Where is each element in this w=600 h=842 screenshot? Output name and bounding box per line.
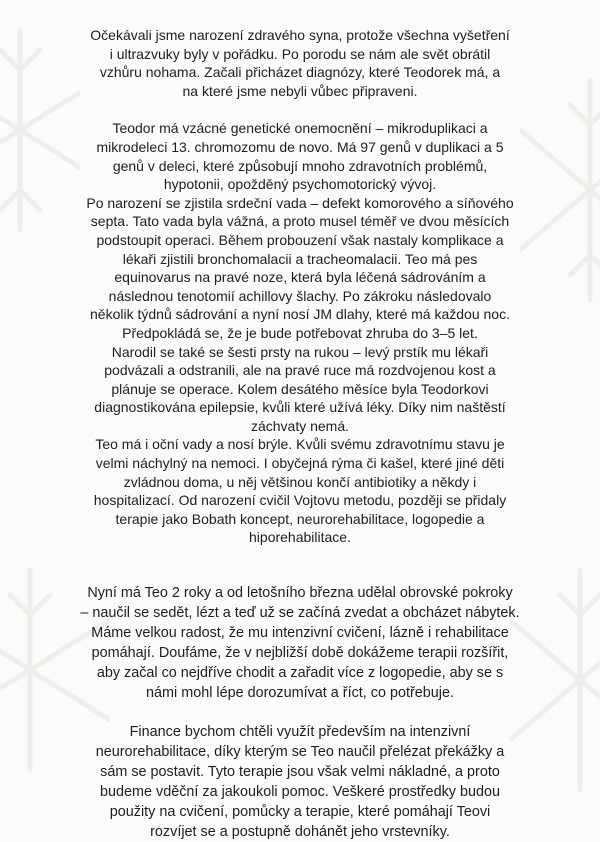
text-line: Očekávali jsme narození zdravého syna, protože všechna vyšetření [90,27,510,43]
text-line: Teo má i oční vady a nosí brýle. Kvůli svému zdravotnímu stavu je [95,436,505,453]
text-line: Máme velkou radost, že mu intenzivní cvičení, lázně i rehabilitace [91,625,509,642]
text-line: Předpokládá se, že je bude potřebovat zhruba do 3–5 let. [122,324,478,341]
text-line: hospitalizací. Od narození cvičil Vojtovu metodu, později se přidaly [93,492,507,509]
text-line: rozvíjet se a postupně dohánět jeho vrstevníky. [150,824,450,841]
text-line: velmi náchylný na nemoci. I obyčejná rýma či kašel, které jiné děti [95,455,505,472]
text-line: plánuje se operace. Kolem desátého měsíce byla Teodorkovi [111,380,489,397]
text-line: Narodil se také se šesti prsty na rukou – levý prstík mu lékaři [111,343,489,360]
text-line: hypotonii, opožděný psychomotorický vývoj. [163,176,437,193]
text-line: – naučil se sedět, lézt a teď už se začíná zvedat a obcházet nábytek. [80,605,520,622]
text-line: použity na cvičení, pomůcky a terapie, které pomáhají Teovi [109,804,491,821]
text-line: i ultrazvuky byly v pořádku. Po porodu se nám ale svět obrátil [109,45,491,62]
text-line: terapie jako Bobath koncept, neurorehabilitace, logopedie a [115,510,485,527]
text-line: Nyní má Teo 2 roky a od letošního března udělal obrovské pokroky [87,585,513,602]
text-line: genů v deleci, které způsobují mnoho zdravotních problémů, [112,157,488,174]
text-line: pomáhají. Doufáme, že v nejbližší době dokážeme terapii rozšířit, [91,645,509,662]
text-line: několik týdnů sádrování a nyní nosí JM dlahy, které má každou noc. [90,306,510,323]
text-line: mikrodeleci 13. chromozomu de novo. Má 97 genů v duplikaci a 5 [96,138,504,155]
text-line: podstoupit operaci. Během probouzení však nastaly komplikace a [96,231,504,248]
text-line: Po narození se zjistila srdeční vada – defekt komorového a síňového [86,194,514,211]
text-line: equinovarus na pravé noze, která byla léčená sádrováním a [114,269,486,286]
text-line: budeme vděční za jakoukoli pomoc. Veškeré prostředky budou [100,784,500,801]
text-line: podvázali a odstranili, ale na pravé ruce má rozdvojenou kost a [104,362,496,379]
paragraph-finance [30,722,570,842]
text-line: hiporehabilitace. [249,529,351,546]
text-line: Finance bychom chtěli využít především na intenzivní [129,724,471,741]
text-line: vzhůru nohama. Začali přicházet diagnózy, které Teodorek má, a [99,64,501,81]
text-line: Teodor má vzácné genetické onemocnění – mikroduplikaci a [112,120,488,137]
paragraph-diagnosis [30,119,570,547]
text-line: sám se postavit. Tyto terapie jsou však velmi nákladné, a proto [100,764,500,781]
paragraph-progress [30,583,570,703]
text-line: neurorehabilitace, díky kterým se Teo naučil přelézat překážky a [95,744,505,761]
text-line: na které jsme nebyli vůbec připraveni. [182,82,418,99]
text-line: diagnostikována epilepsie, kvůli které užívá léky. Díky nim naštěstí [94,399,506,416]
text-line: následnou tenotomií achillovy šlachy. Po zákroku následovalo [108,287,492,304]
text-line: aby začal co nejdříve chodit a zařadit více z logopedie, aby se s [96,665,504,682]
text-line: septa. Tato vada byla vážná, a proto musel téměř ve dvou měsících [90,213,510,230]
text-line: záchvaty nemá. [250,417,350,434]
text-line: lékaři zjistili bronchomalacii a tracheomalacii. Teo má pes [122,250,478,267]
text-line: námi mohl lépe dorozumívat a říct, co potřebuje. [146,685,454,702]
paragraph-expectation [30,26,570,100]
text-line: zvládnou doma, u něj většinou končí antibiotiky a někdy i [123,473,477,490]
